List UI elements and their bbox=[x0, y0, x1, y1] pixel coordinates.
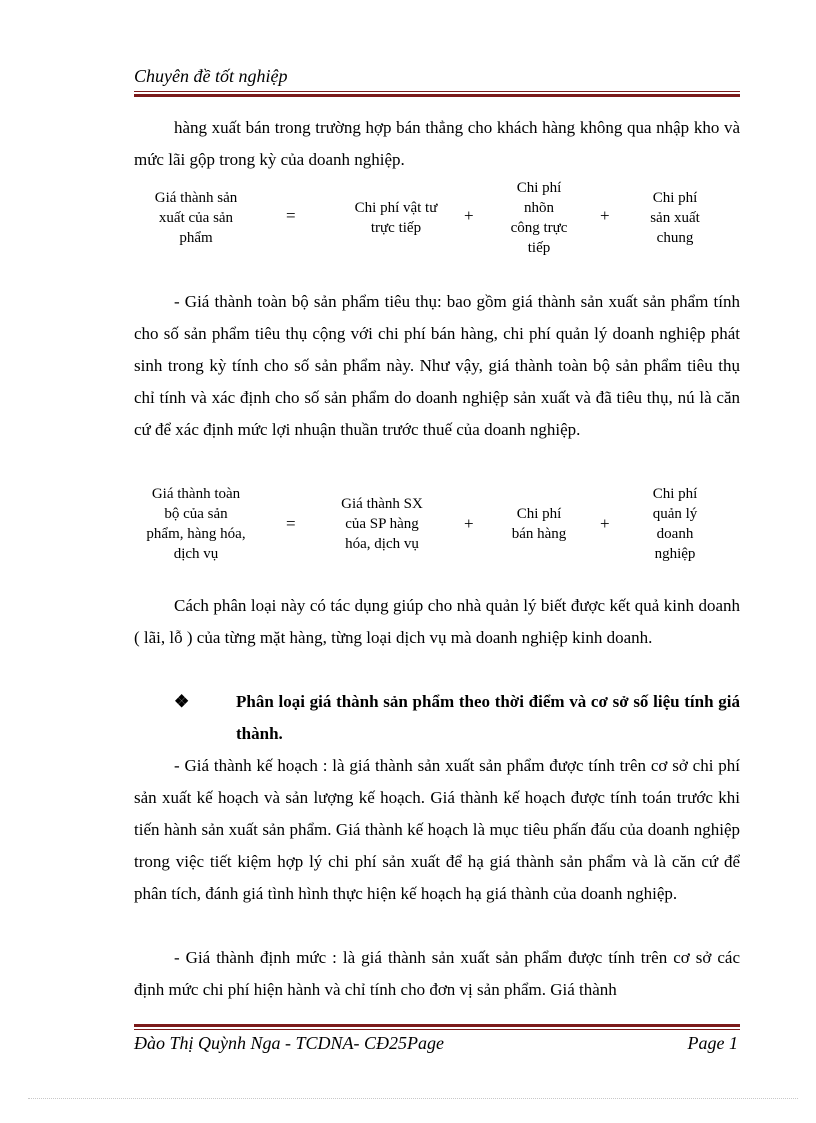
formula2-term-admin: Chi phí quản lý doanh nghiệp bbox=[652, 486, 698, 562]
formula1-term-labor: Chi phí nhõn công trực tiếp bbox=[510, 180, 568, 256]
page-bottom-edge bbox=[28, 1098, 798, 1099]
footer-rule-bottom bbox=[134, 1029, 740, 1030]
paragraph-2-text: - Giá thành toàn bộ sản phẩm tiêu thụ: bao gồm giá thành sản xuất sản phẩm tính cho số sản phẩm tiêu thụ cộng với chi phí bán hàng, chi phí quản lý doanh nghiệp phát sinh trong kỳ tính cho số sản phẩm này. Như vậy, giá thành toàn bộ sản phẩm tiêu thụ chỉ tính và xác định cho số sản phẩm do doanh nghiệp sản xuất và đã tiêu thụ, nú là căn cứ để xác định mức lợi nhuận thuần trước thuế của doanh nghiệp. bbox=[134, 292, 740, 439]
heading-row bbox=[134, 686, 740, 750]
paragraph-1 bbox=[134, 112, 740, 176]
formula2-term-production: Giá thành SX của SP hàng hóa, dịch vụ bbox=[341, 496, 423, 552]
formula2-term-selling: Chi phí bán hàng bbox=[511, 506, 567, 542]
formula2-equals: = bbox=[286, 514, 296, 533]
paragraph-1-text: hàng xuất bán trong trường hợp bán thẳng cho khách hàng không qua nhập kho và mức lãi gộp trong kỳ của doanh nghiệp. bbox=[134, 118, 740, 169]
formula1-term-materials: Chi phí vật tư trực tiếp bbox=[354, 200, 438, 236]
header-rule-bottom bbox=[134, 94, 740, 97]
formula1-plus-1: + bbox=[464, 206, 474, 225]
formula1-result: Giá thành sản xuất của sản phẩm bbox=[154, 190, 238, 246]
formula2-plus-1: + bbox=[464, 514, 474, 533]
paragraph-3-text: Cách phân loại này có tác dụng giúp cho nhà quản lý biết được kết quả kinh doanh ( lãi, lỗ ) của từng mặt hàng, từng loại dịch vụ mà doanh nghiệp kinh doanh. bbox=[134, 596, 740, 647]
header-rule-top bbox=[134, 91, 740, 92]
formula-total-cost bbox=[134, 484, 740, 568]
paragraph-5 bbox=[134, 942, 740, 1006]
section-heading bbox=[134, 686, 740, 750]
paragraph-4-text: - Giá thành kế hoạch : là giá thành sản xuất sản phẩm được tính trên cơ sở chi phí sản xuất kế hoạch và sản lượng kế hoạch. Giá thành kế hoạch được tính toán trước khi tiến hành sản xuất sản phẩm. Giá thành kế hoạch là mục tiêu phấn đấu của doanh nghiệp trong việc tiết kiệm hợp lý chi phí sản xuất để hạ giá thành sản phẩm và là căn cứ để phân tích, đánh giá tình hình thực hiện kế hoạch hạ giá thành của doanh nghiệp. bbox=[134, 756, 740, 903]
paragraph-5-text: - Giá thành định mức : là giá thành sản xuất sản phẩm được tính trên cơ sở các định mức chi phí hiện hành và chỉ tính cho đơn vị sản phẩm. Giá thành bbox=[134, 948, 740, 999]
footer-rule-top bbox=[134, 1024, 740, 1027]
paragraph-4 bbox=[134, 750, 740, 910]
formula-production-cost bbox=[134, 178, 740, 262]
diamond-bullet-icon: ❖ bbox=[174, 692, 190, 711]
formula1-term-overhead: Chi phí sản xuất chung bbox=[650, 190, 700, 246]
footer-page-number: Page 1 bbox=[687, 1033, 738, 1053]
heading-text: Phân loại giá thành sản phẩm theo thời điểm và cơ sở số liệu tính giá thành. bbox=[236, 692, 740, 743]
formula2-plus-2: + bbox=[600, 514, 610, 533]
paragraph-3 bbox=[134, 590, 740, 654]
footer-author: Đào Thị Quỳnh Nga - TCDNA- CĐ25Page bbox=[134, 1033, 444, 1053]
formula1-plus-2: + bbox=[600, 206, 610, 225]
formula2-result: Giá thành toàn bộ của sản phẩm, hàng hóa, dịch vụ bbox=[146, 486, 246, 562]
page-header-title: Chuyên đề tốt nghiệp bbox=[134, 66, 288, 86]
paragraph-2 bbox=[134, 286, 740, 446]
formula1-equals: = bbox=[286, 206, 296, 225]
